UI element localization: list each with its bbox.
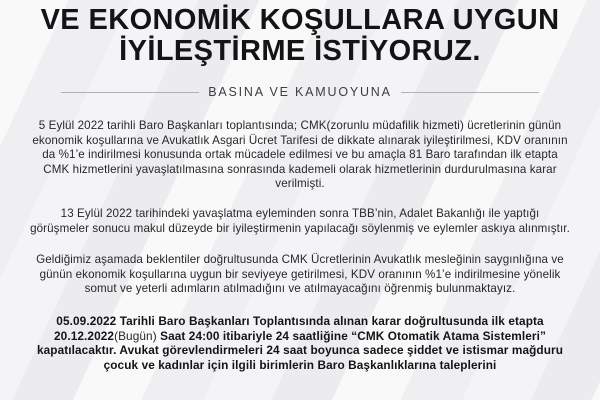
heading-right-divider bbox=[401, 92, 539, 93]
announcement-body bbox=[30, 119, 570, 372]
paragraph-4-regular-segment: (Bugün) bbox=[114, 328, 157, 343]
section-heading-row bbox=[0, 85, 600, 99]
paragraph-1: 5 Eylül 2022 tarihli Baro Başkanları toplantısında; CMK(zorunlu müdafilik hizmeti) ücretlerinin günün ekonomik koşullarına ve Avukatlık Asgari Ücret Tarifesi de dikkate alınarak iyileştirilmesi, KDV oranının da %1’e indirilmesi konusunda ortak mücadele edilmesi ve bu amaçla 81 Baro tarafından ilk etapta CMK hizmetlerini yavaşlatılmasına sonrasında kademeli olarak hizmetlerinin durdurulmasına karar verilmişti. bbox=[32, 119, 568, 191]
heading-left-divider bbox=[61, 92, 199, 93]
section-heading: BASINA VE KAMUOYUNA bbox=[208, 85, 392, 99]
paragraph-4 bbox=[30, 314, 570, 372]
poster-title-line1: VE EKONOMİK KOŞULLARA UYGUN bbox=[40, 4, 560, 36]
paragraph-4-bold-start: 05.09.2022 Tarihli Baro Başkanları Toplantısında alınan karar doğrultusunda ilk etapta 20.12.2022 bbox=[54, 313, 544, 343]
paragraph-2: 13 Eylül 2022 tarihindeki yavaşlatma eyleminden sonra TBB’nin, Adalet Bakanlığı ile yaptığı görüşmeler sonucu makul düzeyde bir iyileştirmenin yapılacağı söylenmiş ve eylemler askıya alınmıştır. bbox=[30, 206, 570, 235]
poster-title bbox=[0, 0, 600, 67]
poster-title-line2: İYİLEŞTİRME İSTİYORUZ. bbox=[119, 35, 481, 67]
paragraph-3: Geldiğimiz aşamada beklentiler doğrultusunda CMK Ücretlerinin Avukatlık mesleğinin saygınlığına ve günün ekonomik koşullarına uygun bir seviyeye getirilmesi, KDV oranının %1’e indirilmesine yönelik somut ve yeterli adımların atılmadığını ve atılmayacağını öğrenmiş bulunmaktayız. bbox=[36, 253, 564, 296]
paragraph-4-bold-end: Saat 24:00 itibariyle 24 saatliğine “CMK Otomatik Atama Sistemleri” kapatılacaktır. Avukat görevlendirmeleri 24 saat boyunca sadece şiddet ve istismar mağduru çocuk ve kadınlar için ilgili birimlerin Baro Başkanlıklarına taleplerini bbox=[36, 328, 564, 372]
